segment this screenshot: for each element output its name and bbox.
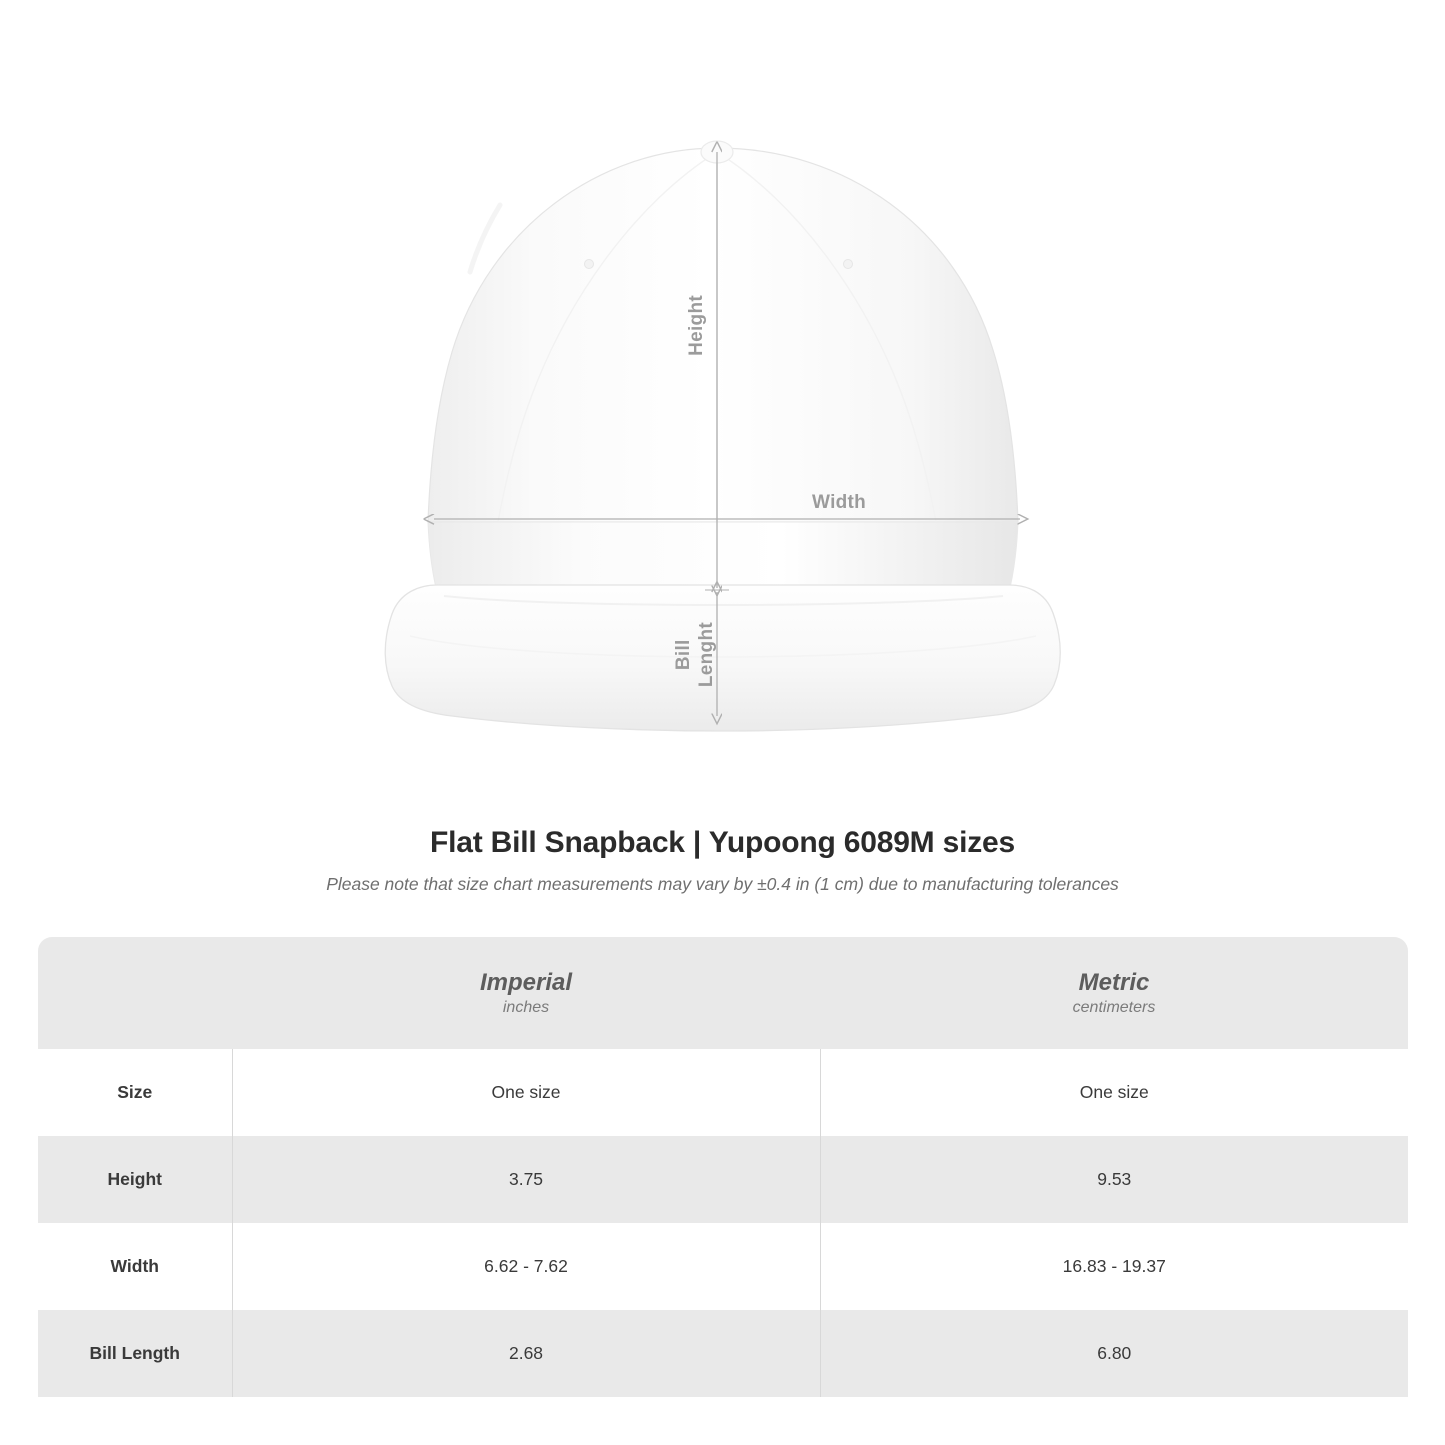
cell-width-imperial: 6.62 - 7.62 [232, 1223, 820, 1310]
cell-height-imperial: 3.75 [232, 1136, 820, 1223]
table-header-row [38, 937, 1408, 1049]
height-label: Height [686, 295, 707, 356]
row-label-size: Size [38, 1049, 232, 1136]
bill-length-label-line2: Lenght [696, 622, 717, 688]
bill-length-label [672, 622, 718, 687]
hat-bill [385, 585, 1060, 731]
row-label-bill-length: Bill Length [38, 1310, 232, 1397]
header-metric-cell [820, 937, 1408, 1049]
size-table-wrapper [38, 937, 1408, 1397]
table-row [38, 1136, 1408, 1223]
cell-bill-length-metric: 6.80 [820, 1310, 1408, 1397]
cell-size-imperial: One size [232, 1049, 820, 1136]
header-imperial-title: Imperial [479, 968, 573, 996]
width-label: Width [812, 492, 867, 513]
tolerance-note: Please note that size chart measurements may vary by ±0.4 in (1 cm) due to manufacturing tolerances [326, 874, 1119, 894]
cell-bill-length-imperial: 2.68 [232, 1310, 820, 1397]
cell-width-metric: 16.83 - 19.37 [820, 1223, 1408, 1310]
row-label-width: Width [38, 1223, 232, 1310]
cell-size-metric: One size [820, 1049, 1408, 1136]
header-imperial-cell [232, 937, 820, 1049]
size-table [38, 937, 1408, 1397]
header-metric-title: Metric [1078, 968, 1150, 996]
row-label-height: Height [38, 1136, 232, 1223]
table-row [38, 1310, 1408, 1397]
table-row [38, 1049, 1408, 1136]
bill-length-label-line1: Bill [673, 639, 694, 670]
cell-height-metric: 9.53 [820, 1136, 1408, 1223]
title-block [0, 826, 1445, 895]
header-imperial-unit: inches [502, 999, 550, 1017]
header-metric-unit: centimeters [1072, 999, 1156, 1017]
header-corner-cell [38, 937, 232, 1049]
hat-crown [428, 141, 1018, 522]
table-row [38, 1223, 1408, 1310]
page-title: Flat Bill Snapback | Yupoong 6089M sizes [429, 826, 1015, 859]
hat-band [428, 522, 1018, 588]
